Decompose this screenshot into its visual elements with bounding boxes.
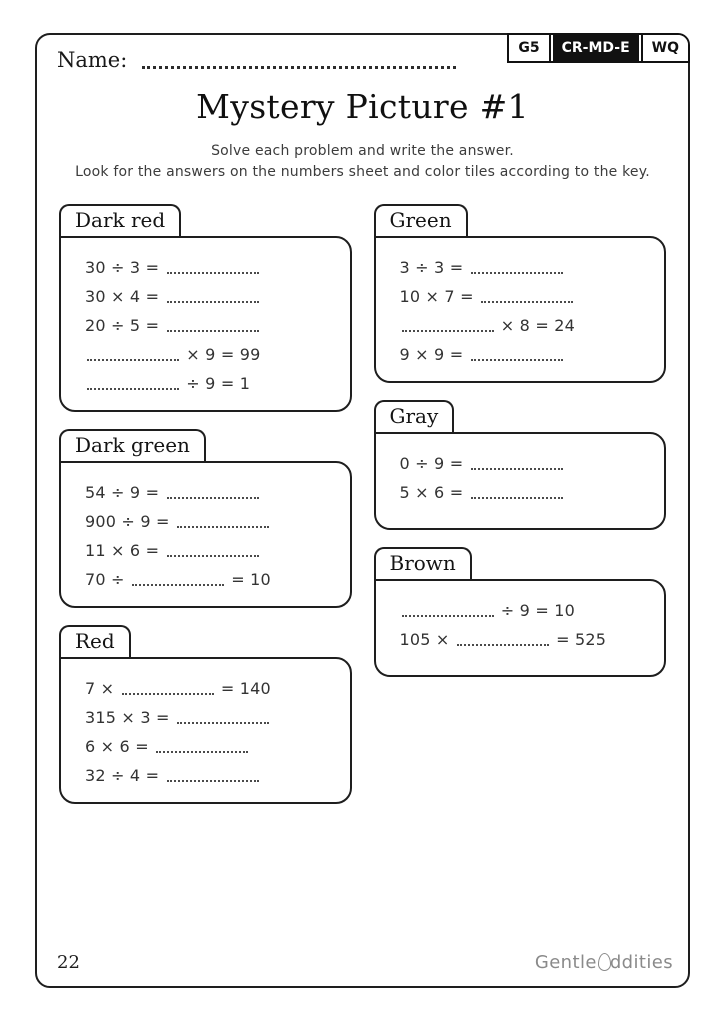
problem: 9 × 9 =	[400, 340, 641, 369]
answer-blank	[87, 376, 179, 390]
section-tab-brown: Brown	[374, 547, 472, 579]
topic-code-badge: CR-MD-E	[551, 35, 641, 61]
section-body-gray	[374, 432, 667, 530]
section-body-green	[374, 236, 667, 383]
problem: 900 ÷ 9 =	[85, 507, 326, 536]
problem: 3 ÷ 3 =	[400, 253, 641, 282]
section-gray	[374, 400, 667, 530]
answer-blank	[457, 632, 549, 646]
section-dark-red	[59, 204, 352, 412]
answer-blank	[167, 260, 259, 274]
answer-blank	[481, 289, 573, 303]
problem: 11 × 6 =	[85, 536, 326, 565]
problem: 5 × 6 =	[400, 478, 641, 507]
logo-text-part1: Gentle	[534, 952, 597, 973]
problem: 10 × 7 =	[400, 282, 641, 311]
answer-blank	[402, 603, 494, 617]
answer-blank	[177, 710, 269, 724]
name-write-line	[142, 66, 456, 69]
section-tab-red: Red	[59, 625, 131, 657]
answer-blank	[167, 318, 259, 332]
answer-blank	[132, 572, 224, 586]
problem: 6 × 6 =	[85, 732, 326, 761]
instructions-line-2: Look for the answers on the numbers sheet and color tiles according to the key.	[75, 164, 650, 180]
section-body-dark-red	[59, 236, 352, 412]
instructions-line-1: Solve each problem and write the answer.	[211, 143, 514, 159]
answer-blank	[167, 485, 259, 499]
logo-text-part2: ddities	[609, 952, 673, 973]
column-right	[374, 204, 667, 821]
section-brown	[374, 547, 667, 677]
section-tab-dark-green: Dark green	[59, 429, 206, 461]
name-label: Name:	[57, 48, 128, 72]
problem: 315 × 3 =	[85, 703, 326, 732]
section-dark-green	[59, 429, 352, 608]
answer-blank	[167, 768, 259, 782]
problem: 70 ÷ = 10	[85, 570, 271, 589]
worksheet-page	[35, 33, 690, 988]
section-tab-dark-red: Dark red	[59, 204, 181, 236]
section-tab-gray: Gray	[374, 400, 455, 432]
problem: 30 × 4 =	[85, 282, 326, 311]
publisher-logo	[535, 952, 673, 973]
section-body-dark-green	[59, 461, 352, 608]
section-tab-green: Green	[374, 204, 468, 236]
section-body-red	[59, 657, 352, 804]
problem: 54 ÷ 9 =	[85, 478, 326, 507]
problem: ÷ 9 = 10	[400, 596, 641, 625]
answer-blank	[471, 347, 563, 361]
page-title: Mystery Picture #1	[196, 87, 529, 126]
answer-blank	[471, 260, 563, 274]
instructions	[55, 141, 670, 183]
problem: 30 ÷ 3 =	[85, 253, 326, 282]
page-number: 22	[57, 952, 80, 973]
problem: × 8 = 24	[400, 311, 641, 340]
section-green	[374, 204, 667, 383]
series-badge: WQ	[643, 35, 688, 61]
answer-blank	[471, 485, 563, 499]
column-left	[59, 204, 352, 821]
problem: 0 ÷ 9 =	[400, 449, 641, 478]
problem: 32 ÷ 4 =	[85, 761, 326, 790]
answer-blank	[167, 289, 259, 303]
problem: × 9 = 99	[85, 340, 326, 369]
answer-blank	[156, 739, 248, 753]
section-red	[59, 625, 352, 804]
problem: 105 × = 525	[399, 630, 607, 649]
problem: 20 ÷ 5 =	[85, 311, 326, 340]
grade-badge: G5	[509, 35, 548, 61]
answer-blank	[402, 318, 494, 332]
answer-blank	[177, 514, 269, 528]
problem: 7 × = 140	[85, 679, 271, 698]
answer-blank	[471, 456, 563, 470]
sections-columns	[55, 204, 670, 821]
answer-blank	[87, 347, 179, 361]
problem: ÷ 9 = 1	[85, 369, 326, 398]
badge-strip	[507, 33, 690, 63]
section-body-brown	[374, 579, 667, 677]
answer-blank	[122, 681, 214, 695]
answer-blank	[167, 543, 259, 557]
